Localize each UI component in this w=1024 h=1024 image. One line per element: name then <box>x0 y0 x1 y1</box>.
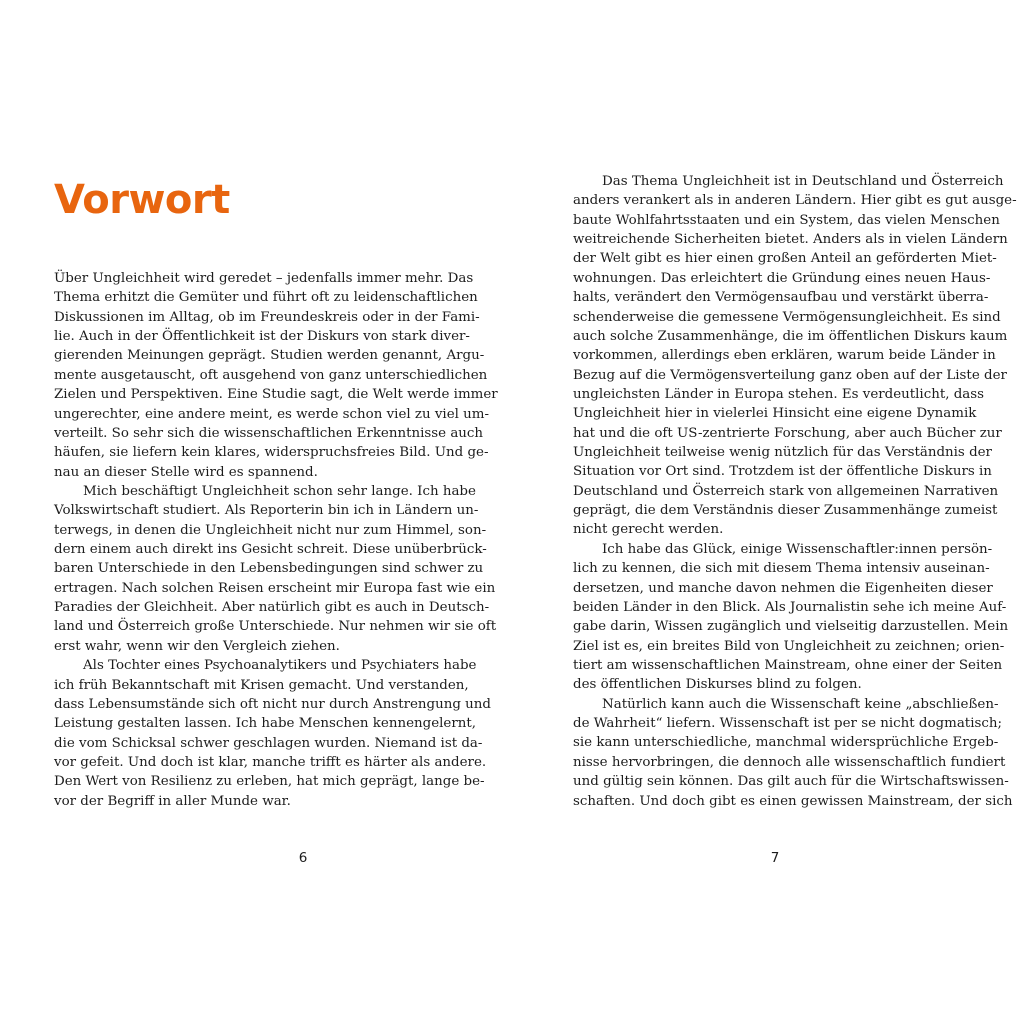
text-line: lich zu kennen, die sich mit diesem Thema intensiv auseinan- <box>573 561 990 577</box>
text-line: und gültig sein können. Das gilt auch für die Wirtschaftswissen- <box>573 774 1009 790</box>
text-line: wohnungen. Das erleichtert die Gründung eines neuen Haus- <box>573 270 991 286</box>
text-line: vorkommen, allerdings eben erklären, warum beide Länder in <box>573 348 996 364</box>
right-page-body <box>573 172 1017 811</box>
text-line: gierenden Meinungen geprägt. Studien werden genannt, Argu- <box>54 348 485 364</box>
text-line: Paradies der Gleichheit. Aber natürlich gibt es auch in Deutsch- <box>54 600 490 616</box>
text-line: baute Wohlfahrtsstaaten und ein System, das vielen Menschen <box>573 212 1000 228</box>
text-line: sie kann unterschiedliche, manchmal widersprüchliche Ergeb- <box>573 735 999 751</box>
text-line: weitreichende Sicherheiten bietet. Anders als in vielen Ländern <box>573 232 1008 248</box>
text-line: ich früh Bekanntschaft mit Krisen gemacht. Und verstanden, <box>54 677 469 693</box>
text-line: halts, verändert den Vermögensaufbau und verstärkt überra- <box>573 290 989 306</box>
text-line: die vom Schicksal schwer geschlagen wurden. Niemand ist da- <box>54 735 483 751</box>
text-line: vor der Begriff in aller Munde war. <box>54 793 291 809</box>
page-number-right: 7 <box>770 850 780 866</box>
page-number-left: 6 <box>298 850 308 866</box>
text-line: tiert am wissenschaftlichen Mainstream, ohne einer der Seiten <box>573 657 1003 673</box>
text-line: auch solche Zusammenhänge, die im öffentlichen Diskurs kaum <box>573 328 1008 344</box>
text-line: Situation vor Ort sind. Trotzdem ist der öffentliche Diskurs in <box>573 464 992 480</box>
text-line: dersetzen, und manche davon nehmen die Eigenheiten dieser <box>573 580 993 596</box>
text-line: Das Thema Ungleichheit ist in Deutschland und Österreich <box>602 174 1004 189</box>
text-line: anders verankert als in anderen Ländern. Hier gibt es gut ausge- <box>573 193 1017 209</box>
text-line: Ungleichheit hier in vielerlei Hinsicht eine eigene Dynamik <box>573 406 977 422</box>
text-line: gabe darin, Wissen zugänglich und vielseitig darzustellen. Mein <box>573 619 1009 635</box>
text-line: Deutschland und Österreich stark von allgemeinen Narrativen <box>573 483 999 499</box>
text-line: Ziel ist es, ein breites Bild von Ungleichheit zu zeichnen; orien- <box>573 638 1005 654</box>
text-line: ungerechter, eine andere meint, es werde schon viel zu viel um- <box>54 406 489 422</box>
text-line: lie. Auch in der Öffentlichkeit ist der Diskurs von stark diver- <box>54 329 470 345</box>
text-line: Als Tochter eines Psychoanalytikers und Psychiaters habe <box>83 658 477 674</box>
text-line: Über Ungleichheit wird geredet – jedenfalls immer mehr. Das <box>54 271 474 286</box>
text-line: Leistung gestalten lassen. Ich habe Menschen kennengelernt, <box>54 716 476 732</box>
text-line: Mich beschäftigt Ungleichheit schon sehr lange. Ich habe <box>83 483 476 499</box>
text-line: de Wahrheit“ liefern. Wissenschaft ist per se nicht dogmatisch; <box>573 716 1002 732</box>
text-line: dass Lebensumstände sich oft nicht nur durch Anstrengung und <box>54 696 492 712</box>
text-line: geprägt, die dem Verständnis dieser Zusammenhänge zumeist <box>573 503 998 519</box>
text-line: mente ausgetauscht, oft ausgehend von ganz unterschiedlichen <box>54 367 488 383</box>
text-line: terwegs, in denen die Ungleichheit nicht nur zum Himmel, son- <box>54 522 487 538</box>
text-line: nisse hervorbringen, die dennoch alle wissenschaftlich fundiert <box>573 754 1006 770</box>
text-line: Thema erhitzt die Gemüter und führt oft zu leidenschaftlichen <box>54 290 478 306</box>
text-line: Ich habe das Glück, einige Wissenschaftler:innen persön- <box>602 541 993 557</box>
text-line: ertragen. Nach solchen Reisen erscheint mir Europa fast wie ein <box>54 580 496 596</box>
text-line: verteilt. So sehr sich die wissenschaftlichen Erkenntnisse auch <box>54 425 484 441</box>
text-line: vor gefeit. Und doch ist klar, manche trifft es härter als andere. <box>54 754 487 770</box>
text-line: dern einem auch direkt ins Gesicht schreit. Diese unüberbrück- <box>54 542 487 558</box>
text-line: schaften. Und doch gibt es einen gewissen Mainstream, der sich <box>573 793 1013 809</box>
text-line: beiden Länder in den Blick. Als Journalistin sehe ich meine Auf- <box>573 599 1007 615</box>
text-line: Den Wert von Resilienz zu erleben, hat mich geprägt, lange be- <box>54 774 485 790</box>
text-line: nau an dieser Stelle wird es spannend. <box>54 464 318 480</box>
chapter-title: Vorwort <box>54 177 230 223</box>
text-line: schenderweise die gemessene Vermögensungleichheit. Es sind <box>573 309 1001 325</box>
text-line: hat und die oft US-zentrierte Forschung, aber auch Bücher zur <box>573 425 1002 441</box>
text-line: Ungleichheit teilweise wenig nützlich für das Verständnis der <box>573 445 992 461</box>
text-line: erst wahr, wenn wir den Vergleich ziehen. <box>54 638 340 654</box>
text-line: ungleichsten Länder in Europa stehen. Es verdeutlicht, dass <box>573 386 985 402</box>
text-line: land und Österreich große Unterschiede. Nur nehmen wir sie oft <box>54 619 497 635</box>
text-line: Diskussionen im Alltag, ob im Freundeskreis oder in der Fami- <box>54 309 480 325</box>
left-page-body <box>54 269 498 811</box>
text-line: der Welt gibt es hier einen großen Anteil an geförderten Miet- <box>573 251 997 267</box>
text-line: baren Unterschiede in den Lebensbedingungen sind schwer zu <box>54 561 484 577</box>
text-line: Bezug auf die Vermögensverteilung ganz oben auf der Liste der <box>573 367 1007 383</box>
text-line: nicht gerecht werden. <box>573 522 724 538</box>
text-line: Volkswirtschaft studiert. Als Reporterin bin ich in Ländern un- <box>54 503 479 519</box>
text-line: des öffentlichen Diskurses blind zu folgen. <box>573 677 862 693</box>
text-line: Zielen und Perspektiven. Eine Studie sagt, die Welt werde immer <box>54 387 498 403</box>
text-line: häufen, sie liefern kein klares, widerspruchsfreies Bild. Und ge- <box>54 445 489 461</box>
text-line: Natürlich kann auch die Wissenschaft keine „abschließen- <box>602 696 999 712</box>
